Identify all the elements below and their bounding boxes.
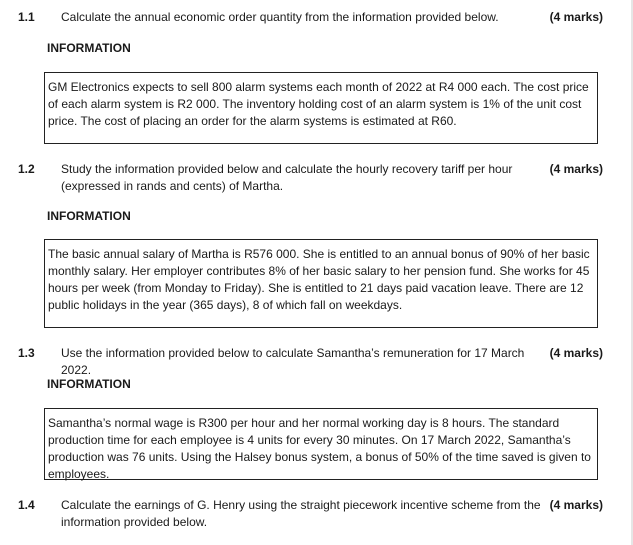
question-marks: (4 marks) bbox=[549, 498, 603, 512]
info-heading: INFORMATION bbox=[47, 41, 131, 55]
question-marks: (4 marks) bbox=[549, 162, 603, 176]
info-heading: INFORMATION bbox=[47, 377, 131, 391]
question-text: Calculate the annual economic order quantity from the information provided below. bbox=[61, 10, 499, 24]
question-text: Study the information provided below and calculate the hourly recovery tariff per hour (expressed in rands and cents) of Martha. bbox=[61, 162, 513, 193]
info-box: Samantha’s normal wage is R300 per hour and her normal working day is 8 hours. The standard production time for each employee is 4 units for every 30 minutes. On 17 March 2022, Samantha’s production was 76 units. Using the Halsey bonus system, a bonus of 50% of the time saved is given to employees. bbox=[44, 408, 598, 480]
question-number: 1.1 bbox=[18, 10, 35, 24]
question-text: Calculate the earnings of G. Henry using the straight piecework incentive scheme from the information provided below. bbox=[61, 498, 541, 529]
question-number: 1.3 bbox=[18, 346, 35, 360]
info-box: The basic annual salary of Martha is R576 000. She is entitled to an annual bonus of 90% of her basic monthly salary. Her employer contributes 8% of her basic salary to her pension fund. She works for 45 hours per week (from Monday to Friday). She is entitled to 21 days paid vacation leave. There are 12 public holidays in the year (365 days), 8 of which fall on weekdays. bbox=[44, 239, 598, 328]
info-heading: INFORMATION bbox=[47, 209, 131, 223]
question-marks: (4 marks) bbox=[549, 346, 603, 360]
question-number: 1.4 bbox=[18, 498, 35, 512]
info-box: GM Electronics expects to sell 800 alarm systems each month of 2022 at R4 000 each. The cost price of each alarm system is R2 000. The inventory holding cost of an alarm system is 1% of the unit cost price. The cost of placing an order for the alarm systems is estimated at R60. bbox=[44, 72, 598, 144]
question-text: Use the information provided below to calculate Samantha’s remuneration for 17 March 2022. bbox=[61, 346, 525, 377]
question-number: 1.2 bbox=[18, 162, 35, 176]
question-marks: (4 marks) bbox=[549, 10, 603, 24]
